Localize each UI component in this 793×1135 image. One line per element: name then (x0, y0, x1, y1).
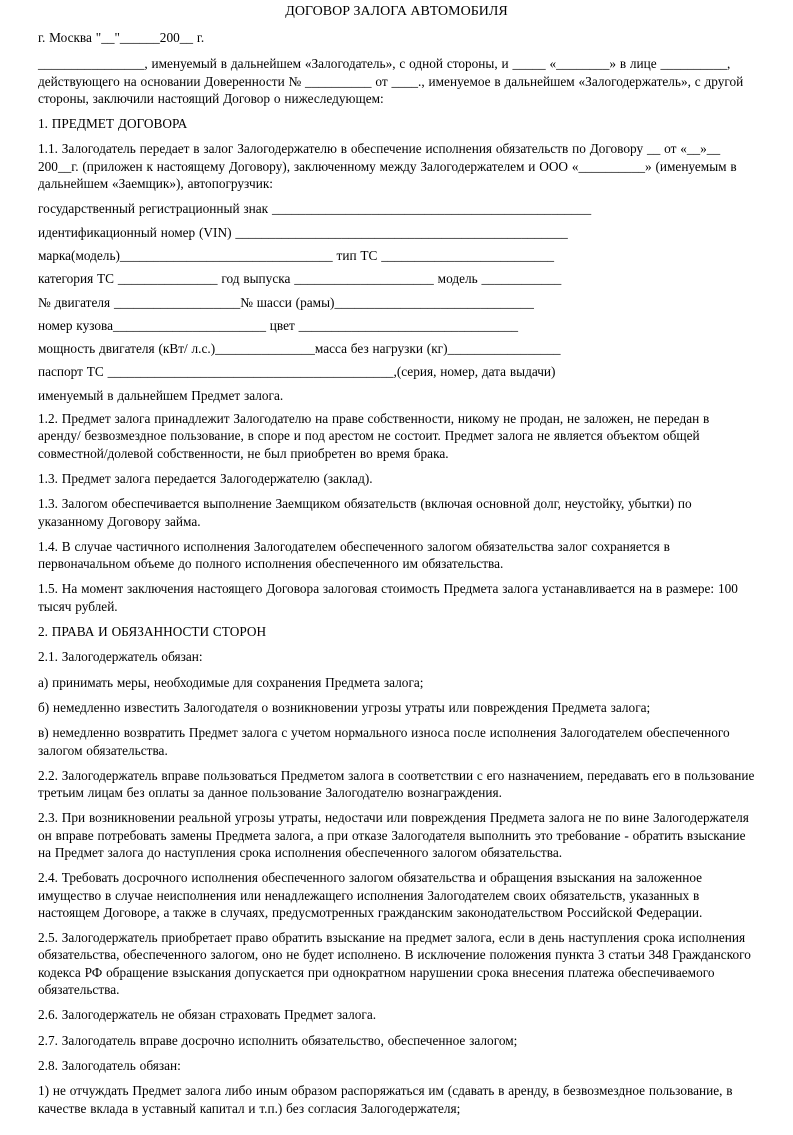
form-line: мощность двигателя (кВт/ л.с.)_______________масса без нагрузки (кг)_________________ (38, 341, 561, 357)
form-line: именуемый в дальнейшем Предмет залога. (38, 387, 284, 403)
paragraph: 2.1. Залогодержатель обязан: (38, 649, 203, 665)
form-line: марка(модель)________________________________ тип ТС __________________________ (38, 247, 555, 263)
paragraph: 1.1. Залогодатель передает в залог Залогодержателю в обеспечение исполнения обязательств по Договору __ от «__»__ 200__г. (приложен к настоящему Договору), заключенному между Залогодержателем и ООО «__________» (именуемым в дальнейшем «Заемщик»), автопогрузчик: (38, 141, 737, 192)
paragraph: 1.4. В случае частичного исполнения Залогодателем обеспеченного залогом обязательства залог сохраняется в первоначальном объеме до полного исполнения обеспеченного им обязательства. (38, 538, 670, 572)
document-title: ДОГОВОР ЗАЛОГА АВТОМОБИЛЯ (285, 4, 508, 19)
paragraph: б) немедленно известить Залогодателя о возникновении угрозы утраты или повреждения Предмета залога; (38, 699, 651, 715)
paragraph: 1.3. Предмет залога передается Залогодержателю (заклад). (38, 470, 373, 486)
form-line: паспорт ТС ___________________________________________,(серия, номер, дата выдачи) (38, 364, 556, 380)
document-body (38, 29, 755, 1117)
paragraph: ________________, именуемый в дальнейшем «Залогодатель», с одной стороны, и _____ «________» в лице __________, действующего на основании Доверенности № __________ от ____., именуемое в дальнейшем «Залогодержатель», с другой стороны, заключили настоящий Договор о нижеследующем: (38, 56, 744, 106)
paragraph: 1) не отчуждать Предмет залога либо иным образом распоряжаться им (сдавать в аренду, в безвозмездное пользование, в качестве вклада в уставный капитал и т.п.) без согласия Залогодержателя; (38, 1083, 733, 1116)
paragraph: 2.7. Залогодатель вправе досрочно исполнить обязательство, обеспеченное залогом; (38, 1032, 518, 1048)
paragraph: 1.2. Предмет залога принадлежит Залогодателю на праве собственности, никому не продан, не заложен, не передан в аренду/ безвозмездное пользование, в споре и под арестом не состоит. Предмет залога не является объектом общей совместной/долевой собственности, не был приобретен во время брака. (38, 411, 710, 461)
paragraph: 2.5. Залогодержатель приобретает право обратить взыскание на предмет залога, если в день наступления срока исполнения обязательства, обеспеченного залогом, оно не будет исполнено. В исключение положения пункта 3 статьи 348 Гражданского кодекса РФ обращение взыскания допускается при однократном нарушении срока внесения платежа обеспечиваемого обязательства. (38, 930, 751, 998)
form-line: государственный регистрационный знак ________________________________________________ (38, 201, 592, 217)
form-line: категория ТС _______________ год выпуска _____________________ модель ____________ (38, 271, 562, 287)
paragraph: 2.2. Залогодержатель вправе пользоваться Предметом залога в соответствии с его назначением, передавать его в пользование третьим лицам без оплаты за данное пользование Залогодателю вознаграждения. (38, 767, 755, 801)
section-heading: 2. ПРАВА И ОБЯЗАННОСТИ СТОРОН (38, 624, 267, 640)
section-heading: 1. ПРЕДМЕТ ДОГОВОРА (38, 116, 188, 132)
date-line: г. Москва "__"______200__ г. (38, 30, 205, 45)
paragraph: 2.6. Залогодержатель не обязан страховать Предмет залога. (38, 1007, 377, 1023)
paragraph: а) принимать меры, необходимые для сохранения Предмета залога; (38, 674, 424, 690)
form-line: идентификационный номер (VIN) __________________________________________________ (38, 224, 568, 240)
form-line: номер кузова_______________________ цвет _________________________________ (38, 317, 519, 333)
paragraph: в) немедленно возвратить Предмет залога с учетом нормального износа после исполнения Залогодателем обеспеченного залогом обязательства. (38, 725, 730, 758)
form-line: № двигателя ___________________№ шасси (рамы)______________________________ (38, 294, 534, 310)
paragraph: 2.4. Требовать досрочного исполнения обеспеченного залогом обязательства и обращения взыскания на заложенное имущество в случае неисполнения или ненадлежащего исполнения Залогодателем своих обязательств, указанных в настоящем Договоре, а также в случаях, предусмотренных гражданским законодательством Российской Федерации. (38, 870, 703, 920)
paragraph: 1.3. Залогом обеспечивается выполнение Заемщиком обязательств (включая основной долг, неустойку, убытки) по указанному Договору займа. (38, 496, 692, 529)
paragraph: 1.5. На момент заключения настоящего Договора залоговая стоимость Предмета залога устанавливается на в размере: 100 тысяч рублей. (38, 581, 738, 614)
paragraph: 2.8. Залогодатель обязан: (38, 1057, 181, 1073)
paragraph: 2.3. При возникновении реальной угрозы утраты, недостачи или повреждения Предмета залога не по вине Залогодержателя он вправе потребовать замены Предмета залога, а при отказе Залогодателя выполнить это требование - обратить взыскание на Предмет залога до наступления срока исполнения обеспеченного залогом обязательства. (38, 810, 749, 860)
